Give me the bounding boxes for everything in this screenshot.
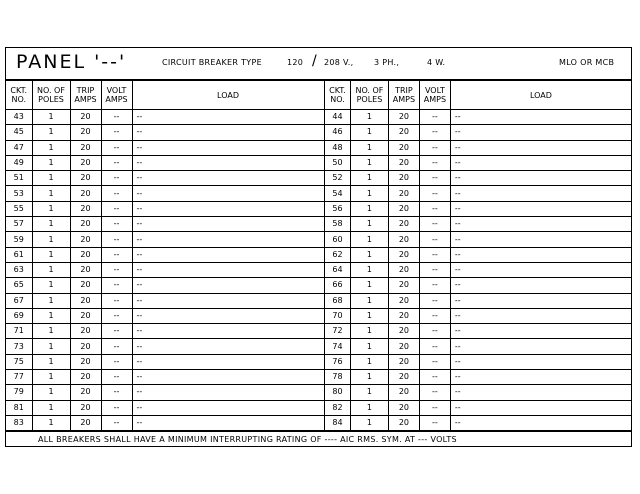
volt-cell: -- <box>101 324 132 339</box>
volt-cell: -- <box>419 324 450 339</box>
phase-value: 3 PH., <box>374 58 400 67</box>
ckt-cell: 66 <box>325 278 351 293</box>
trip-cell: 20 <box>388 293 419 308</box>
panel-header <box>6 48 631 80</box>
poles-cell: 1 <box>32 140 70 155</box>
volt-cell: -- <box>101 171 132 186</box>
poles-cell: 1 <box>350 110 388 125</box>
load-cell: -- <box>450 171 631 186</box>
volt-cell: -- <box>101 278 132 293</box>
poles-cell: 1 <box>32 217 70 232</box>
trip-cell: 20 <box>70 155 101 170</box>
volt-cell: -- <box>419 110 450 125</box>
poles-cell: 1 <box>350 186 388 201</box>
table-row <box>6 262 324 277</box>
ckt-cell: 74 <box>325 339 351 354</box>
ckt-cell: 56 <box>325 201 351 216</box>
load-cell: -- <box>450 308 631 323</box>
load-cell: -- <box>450 354 631 369</box>
trip-cell: 20 <box>388 339 419 354</box>
volt-cell: -- <box>101 385 132 400</box>
ckt-cell: 80 <box>325 385 351 400</box>
load-cell: -- <box>132 308 324 323</box>
load-cell: -- <box>132 217 324 232</box>
trip-cell: 20 <box>70 339 101 354</box>
poles-cell: 1 <box>32 415 70 430</box>
ckt-cell: 82 <box>325 400 351 415</box>
load-cell: -- <box>450 370 631 385</box>
table-row <box>6 324 324 339</box>
breaker-type-label: CIRCUIT BREAKER TYPE <box>162 58 262 67</box>
trip-cell: 20 <box>70 247 101 262</box>
ckt-cell: 71 <box>6 324 32 339</box>
volt-cell: -- <box>419 155 450 170</box>
trip-cell: 20 <box>70 415 101 430</box>
poles-cell: 1 <box>32 385 70 400</box>
volt-cell: -- <box>101 110 132 125</box>
poles-cell: 1 <box>350 171 388 186</box>
volt-cell: -- <box>101 400 132 415</box>
trip-cell: 20 <box>70 125 101 140</box>
volt-cell: -- <box>419 278 450 293</box>
poles-cell: 1 <box>350 232 388 247</box>
poles-cell: 1 <box>32 308 70 323</box>
volt-cell: -- <box>419 339 450 354</box>
load-cell: -- <box>450 217 631 232</box>
load-cell: -- <box>450 339 631 354</box>
poles-cell: 1 <box>32 339 70 354</box>
table-row <box>325 110 632 125</box>
table-row <box>325 155 632 170</box>
volt-cell: -- <box>101 415 132 430</box>
ckt-cell: 47 <box>6 140 32 155</box>
volt-cell: -- <box>419 201 450 216</box>
table-row <box>325 217 632 232</box>
trip-cell: 20 <box>70 140 101 155</box>
right-circuit-table <box>324 80 631 431</box>
trip-cell: 20 <box>70 186 101 201</box>
ckt-cell: 52 <box>325 171 351 186</box>
trip-cell: 20 <box>70 171 101 186</box>
load-cell: -- <box>132 125 324 140</box>
volt-cell: -- <box>419 385 450 400</box>
volt-header: VOLT AMPS <box>101 81 132 110</box>
table-row <box>325 278 632 293</box>
ckt-header: CKT. NO. <box>6 81 32 110</box>
trip-cell: 20 <box>388 217 419 232</box>
poles-cell: 1 <box>32 155 70 170</box>
volt-header: VOLT AMPS <box>419 81 450 110</box>
load-cell: -- <box>132 186 324 201</box>
table-row <box>6 308 324 323</box>
load-cell: -- <box>132 400 324 415</box>
table-row <box>325 385 632 400</box>
table-row <box>325 324 632 339</box>
trip-cell: 20 <box>388 186 419 201</box>
table-row <box>325 354 632 369</box>
ckt-cell: 62 <box>325 247 351 262</box>
trip-cell: 20 <box>70 385 101 400</box>
load-cell: -- <box>450 247 631 262</box>
load-cell: -- <box>450 232 631 247</box>
load-cell: -- <box>132 140 324 155</box>
volt-cell: -- <box>101 339 132 354</box>
ckt-cell: 75 <box>6 354 32 369</box>
load-header: LOAD <box>450 81 631 110</box>
trip-cell: 20 <box>388 125 419 140</box>
table-row <box>6 247 324 262</box>
panel-title: PANEL '--' <box>16 51 127 73</box>
poles-header: NO. OF POLES <box>32 81 70 110</box>
poles-cell: 1 <box>350 201 388 216</box>
load-cell: -- <box>132 324 324 339</box>
load-cell: -- <box>132 201 324 216</box>
load-cell: -- <box>450 400 631 415</box>
table-row <box>6 385 324 400</box>
poles-cell: 1 <box>350 247 388 262</box>
wire-value: 4 W. <box>427 58 446 67</box>
poles-cell: 1 <box>350 125 388 140</box>
load-cell: -- <box>450 278 631 293</box>
ckt-cell: 46 <box>325 125 351 140</box>
ckt-cell: 65 <box>6 278 32 293</box>
table-row <box>6 155 324 170</box>
load-cell: -- <box>132 385 324 400</box>
ckt-cell: 78 <box>325 370 351 385</box>
ckt-header: CKT. NO. <box>325 81 351 110</box>
poles-header: NO. OF POLES <box>350 81 388 110</box>
trip-cell: 20 <box>388 155 419 170</box>
column-header-row <box>6 81 324 110</box>
poles-cell: 1 <box>350 140 388 155</box>
volt-cell: -- <box>419 293 450 308</box>
load-cell: -- <box>132 232 324 247</box>
poles-cell: 1 <box>32 324 70 339</box>
table-row <box>6 125 324 140</box>
volt-cell: -- <box>419 125 450 140</box>
poles-cell: 1 <box>32 171 70 186</box>
poles-cell: 1 <box>350 385 388 400</box>
ckt-cell: 69 <box>6 308 32 323</box>
ckt-cell: 54 <box>325 186 351 201</box>
load-cell: -- <box>450 415 631 430</box>
volt-cell: -- <box>419 186 450 201</box>
poles-cell: 1 <box>350 278 388 293</box>
ckt-cell: 84 <box>325 415 351 430</box>
poles-cell: 1 <box>32 293 70 308</box>
ckt-cell: 50 <box>325 155 351 170</box>
table-row <box>325 415 632 430</box>
panel-schedule <box>5 47 632 447</box>
trip-cell: 20 <box>70 370 101 385</box>
poles-cell: 1 <box>32 201 70 216</box>
volt-cell: -- <box>419 262 450 277</box>
load-cell: -- <box>132 247 324 262</box>
volt-cell: -- <box>419 171 450 186</box>
poles-cell: 1 <box>32 186 70 201</box>
volt-cell: -- <box>101 140 132 155</box>
ckt-cell: 67 <box>6 293 32 308</box>
table-row <box>325 125 632 140</box>
trip-cell: 20 <box>388 415 419 430</box>
volt-cell: -- <box>101 125 132 140</box>
trip-cell: 20 <box>70 262 101 277</box>
trip-cell: 20 <box>388 262 419 277</box>
table-row <box>6 339 324 354</box>
table-row <box>6 278 324 293</box>
volt-cell: -- <box>101 370 132 385</box>
table-row <box>325 370 632 385</box>
poles-cell: 1 <box>350 262 388 277</box>
poles-cell: 1 <box>350 354 388 369</box>
voltage-line-value: 208 V., <box>324 58 354 67</box>
poles-cell: 1 <box>350 324 388 339</box>
ckt-cell: 48 <box>325 140 351 155</box>
trip-cell: 20 <box>388 232 419 247</box>
volt-cell: -- <box>419 400 450 415</box>
trip-cell: 20 <box>70 217 101 232</box>
volt-cell: -- <box>419 415 450 430</box>
volt-cell: -- <box>101 308 132 323</box>
table-row <box>325 262 632 277</box>
load-cell: -- <box>132 339 324 354</box>
trip-cell: 20 <box>388 278 419 293</box>
volt-cell: -- <box>419 140 450 155</box>
load-cell: -- <box>450 324 631 339</box>
ckt-cell: 44 <box>325 110 351 125</box>
ckt-cell: 51 <box>6 171 32 186</box>
ckt-cell: 49 <box>6 155 32 170</box>
volt-cell: -- <box>101 293 132 308</box>
ckt-cell: 77 <box>6 370 32 385</box>
table-row <box>6 415 324 430</box>
table-row <box>325 293 632 308</box>
trip-cell: 20 <box>70 110 101 125</box>
ckt-cell: 45 <box>6 125 32 140</box>
poles-cell: 1 <box>32 354 70 369</box>
volt-cell: -- <box>419 308 450 323</box>
table-row <box>6 232 324 247</box>
trip-cell: 20 <box>70 324 101 339</box>
poles-cell: 1 <box>350 217 388 232</box>
poles-cell: 1 <box>32 247 70 262</box>
volt-cell: -- <box>419 354 450 369</box>
load-cell: -- <box>450 293 631 308</box>
load-cell: -- <box>132 354 324 369</box>
ckt-cell: 72 <box>325 324 351 339</box>
trip-cell: 20 <box>70 232 101 247</box>
table-row <box>6 400 324 415</box>
ckt-cell: 59 <box>6 232 32 247</box>
load-header: LOAD <box>132 81 324 110</box>
table-row <box>6 140 324 155</box>
load-cell: -- <box>132 278 324 293</box>
trip-cell: 20 <box>70 201 101 216</box>
ckt-cell: 58 <box>325 217 351 232</box>
poles-cell: 1 <box>32 278 70 293</box>
volt-cell: -- <box>101 186 132 201</box>
column-header-row <box>325 81 632 110</box>
poles-cell: 1 <box>32 262 70 277</box>
load-cell: -- <box>450 140 631 155</box>
poles-cell: 1 <box>350 155 388 170</box>
poles-cell: 1 <box>350 400 388 415</box>
voltage-separator: / <box>312 53 318 69</box>
volt-cell: -- <box>101 232 132 247</box>
trip-cell: 20 <box>388 247 419 262</box>
table-row <box>6 171 324 186</box>
poles-cell: 1 <box>350 370 388 385</box>
trip-cell: 20 <box>70 308 101 323</box>
table-row <box>325 339 632 354</box>
load-cell: -- <box>132 415 324 430</box>
table-row <box>6 354 324 369</box>
trip-cell: 20 <box>388 385 419 400</box>
table-row <box>6 110 324 125</box>
load-cell: -- <box>450 110 631 125</box>
table-row <box>325 201 632 216</box>
ckt-cell: 83 <box>6 415 32 430</box>
volt-cell: -- <box>101 201 132 216</box>
table-row <box>325 186 632 201</box>
trip-cell: 20 <box>388 308 419 323</box>
load-cell: -- <box>132 171 324 186</box>
poles-cell: 1 <box>32 400 70 415</box>
poles-cell: 1 <box>32 125 70 140</box>
load-cell: -- <box>132 110 324 125</box>
table-row <box>325 232 632 247</box>
volt-cell: -- <box>419 217 450 232</box>
table-row <box>325 400 632 415</box>
load-cell: -- <box>450 385 631 400</box>
poles-cell: 1 <box>350 293 388 308</box>
table-row <box>6 370 324 385</box>
trip-header: TRIP AMPS <box>70 81 101 110</box>
load-cell: -- <box>450 155 631 170</box>
ckt-cell: 53 <box>6 186 32 201</box>
ckt-cell: 43 <box>6 110 32 125</box>
trip-cell: 20 <box>70 400 101 415</box>
table-row <box>325 308 632 323</box>
ckt-cell: 55 <box>6 201 32 216</box>
table-row <box>325 140 632 155</box>
interrupting-rating-note: ALL BREAKERS SHALL HAVE A MINIMUM INTERRUPTING RATING OF ---- AIC RMS. SYM. AT --- VOLTS <box>38 435 457 444</box>
poles-cell: 1 <box>32 110 70 125</box>
ckt-cell: 64 <box>325 262 351 277</box>
table-row <box>325 247 632 262</box>
volt-cell: -- <box>101 262 132 277</box>
poles-cell: 1 <box>32 370 70 385</box>
ckt-cell: 70 <box>325 308 351 323</box>
volt-cell: -- <box>101 217 132 232</box>
ckt-cell: 61 <box>6 247 32 262</box>
poles-cell: 1 <box>350 308 388 323</box>
load-cell: -- <box>132 155 324 170</box>
trip-cell: 20 <box>388 110 419 125</box>
load-cell: -- <box>450 125 631 140</box>
poles-cell: 1 <box>350 415 388 430</box>
volt-cell: -- <box>419 232 450 247</box>
trip-cell: 20 <box>388 171 419 186</box>
trip-cell: 20 <box>70 354 101 369</box>
ckt-cell: 73 <box>6 339 32 354</box>
trip-cell: 20 <box>70 293 101 308</box>
load-cell: -- <box>132 293 324 308</box>
trip-cell: 20 <box>388 370 419 385</box>
table-row <box>6 201 324 216</box>
volt-cell: -- <box>101 354 132 369</box>
left-circuit-table <box>6 80 325 431</box>
ckt-cell: 60 <box>325 232 351 247</box>
load-cell: -- <box>450 201 631 216</box>
load-cell: -- <box>132 262 324 277</box>
mlo-mcb-label: MLO OR MCB <box>559 58 615 67</box>
trip-header: TRIP AMPS <box>388 81 419 110</box>
footer-note-row <box>6 431 631 447</box>
ckt-cell: 63 <box>6 262 32 277</box>
poles-cell: 1 <box>32 232 70 247</box>
poles-cell: 1 <box>350 339 388 354</box>
table-row <box>6 293 324 308</box>
table-row <box>325 171 632 186</box>
trip-cell: 20 <box>388 354 419 369</box>
trip-cell: 20 <box>388 140 419 155</box>
volt-cell: -- <box>419 247 450 262</box>
ckt-cell: 76 <box>325 354 351 369</box>
ckt-cell: 68 <box>325 293 351 308</box>
volt-cell: -- <box>101 247 132 262</box>
load-cell: -- <box>450 262 631 277</box>
table-row <box>6 217 324 232</box>
trip-cell: 20 <box>70 278 101 293</box>
load-cell: -- <box>450 186 631 201</box>
trip-cell: 20 <box>388 201 419 216</box>
trip-cell: 20 <box>388 324 419 339</box>
trip-cell: 20 <box>388 400 419 415</box>
volt-cell: -- <box>101 155 132 170</box>
ckt-cell: 81 <box>6 400 32 415</box>
load-cell: -- <box>132 370 324 385</box>
ckt-cell: 79 <box>6 385 32 400</box>
ckt-cell: 57 <box>6 217 32 232</box>
voltage-phase-value: 120 <box>287 58 304 67</box>
table-row <box>6 186 324 201</box>
volt-cell: -- <box>419 370 450 385</box>
